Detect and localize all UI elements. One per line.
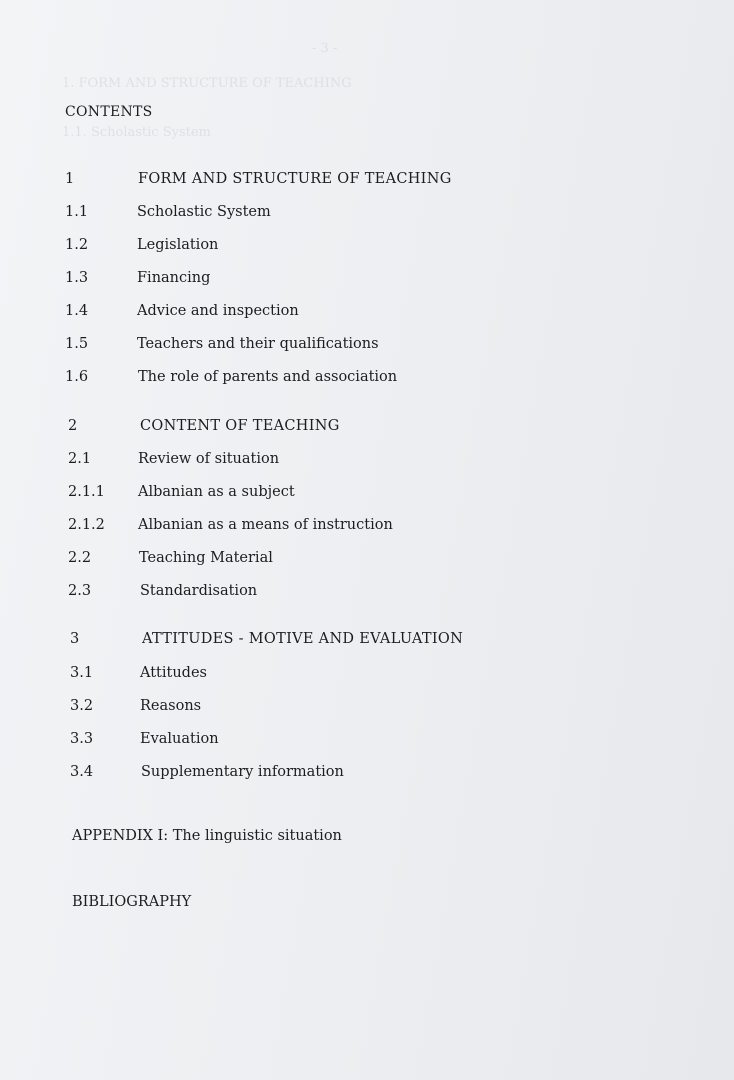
toc-text: Albanian as a subject — [138, 484, 295, 500]
bleed-heading: 1. FORM AND STRUCTURE OF TEACHING — [62, 76, 352, 91]
toc-number: 1.5 — [65, 336, 89, 352]
bleed-subheading: 1.1. Scholastic System — [62, 125, 211, 140]
toc-number: 2.1.2 — [68, 517, 105, 533]
toc-text: Attitudes — [140, 665, 207, 681]
toc-number: 1.3 — [65, 270, 89, 286]
toc-number: 3 — [70, 631, 80, 647]
bleed-page-number: - 3 - — [312, 41, 338, 56]
toc-number: 1 — [65, 171, 75, 187]
contents-title: CONTENTS — [65, 104, 153, 120]
toc-text: FORM AND STRUCTURE OF TEACHING — [138, 171, 452, 187]
toc-text: CONTENT OF TEACHING — [140, 418, 340, 434]
appendix-entry: APPENDIX I: The linguistic situation — [72, 828, 342, 844]
toc-text: Teachers and their qualifications — [137, 336, 379, 352]
toc-number: 2.1 — [68, 451, 92, 467]
toc-text: Evaluation — [140, 731, 219, 747]
toc-text: Teaching Material — [139, 550, 273, 566]
toc-number: 2.3 — [68, 583, 92, 599]
toc-number: 3.1 — [70, 665, 94, 681]
toc-number: 3.2 — [70, 698, 94, 714]
toc-number: 1.6 — [65, 369, 89, 385]
toc-text: Supplementary information — [141, 764, 344, 780]
toc-text: ATTITUDES - MOTIVE AND EVALUATION — [142, 631, 464, 647]
toc-text: Legislation — [137, 237, 219, 253]
toc-text: Standardisation — [140, 583, 258, 599]
toc-text: The role of parents and association — [138, 369, 398, 385]
toc-number: 3.3 — [70, 731, 94, 747]
toc-text: Scholastic System — [137, 204, 271, 220]
toc-text: Albanian as a means of instruction — [138, 517, 393, 533]
bibliography-entry: BIBLIOGRAPHY — [72, 894, 192, 910]
toc-number: 2.2 — [68, 550, 92, 566]
toc-text: Review of situation — [138, 451, 280, 467]
toc-number: 2 — [68, 418, 78, 434]
toc-number: 2.1.1 — [68, 484, 105, 500]
toc-number: 3.4 — [70, 764, 94, 780]
toc-text: Advice and inspection — [137, 303, 299, 319]
toc-text: Reasons — [140, 698, 202, 714]
toc-number: 1.1 — [65, 204, 89, 220]
toc-number: 1.4 — [65, 303, 89, 319]
toc-text: Financing — [137, 270, 211, 286]
toc-number: 1.2 — [65, 237, 89, 253]
